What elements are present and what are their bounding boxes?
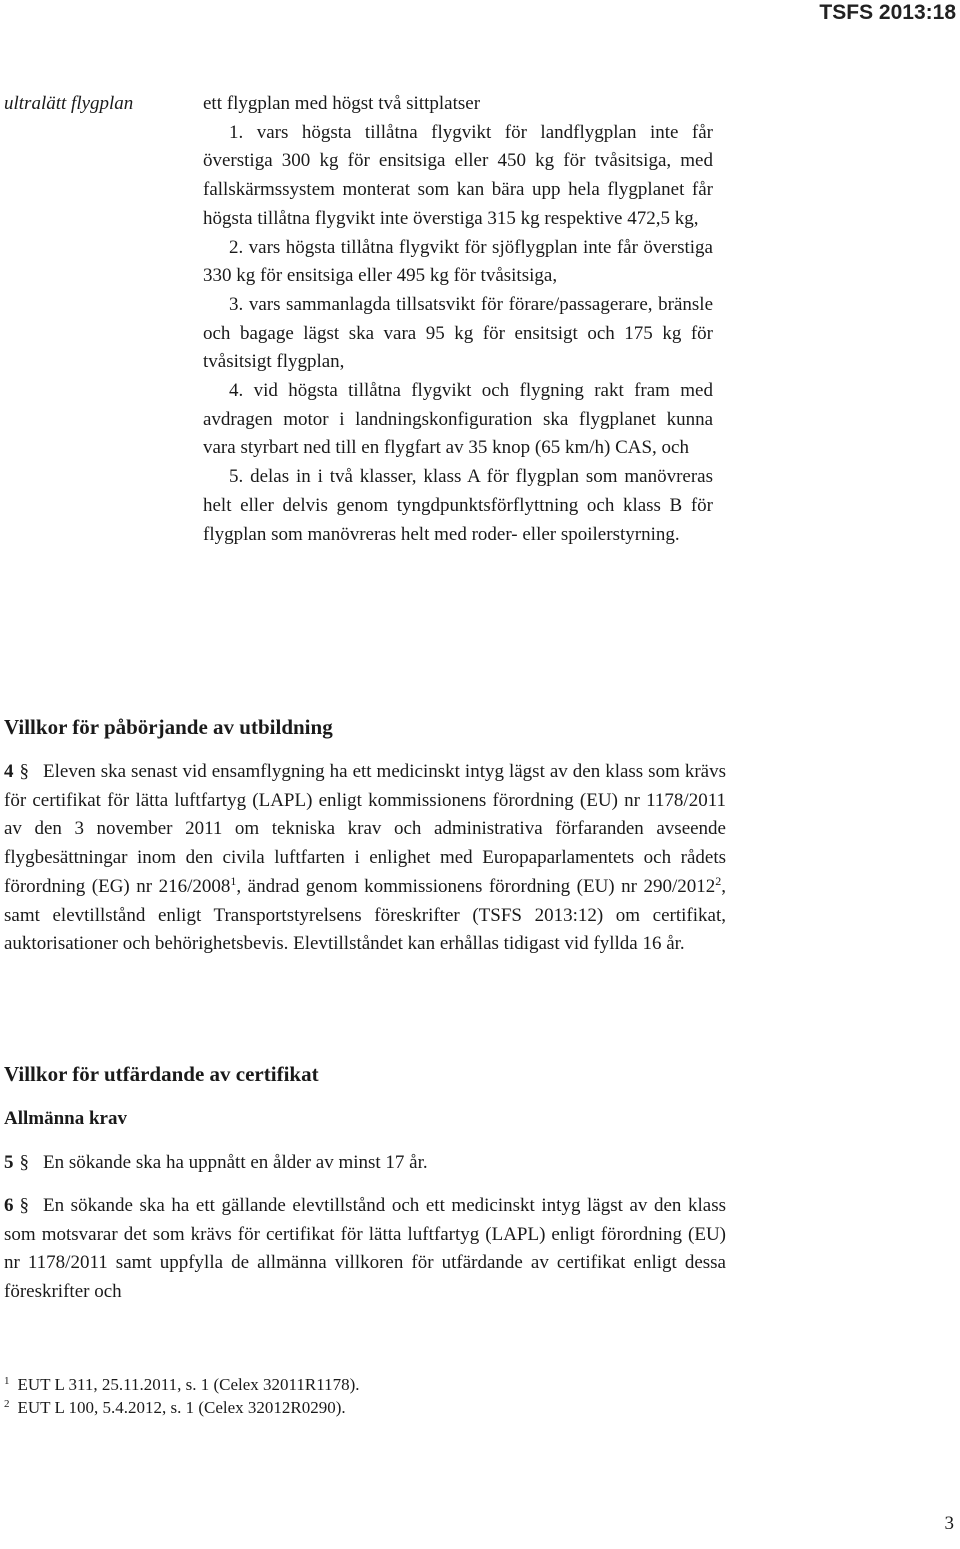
footnote-2	[4, 1396, 360, 1419]
footnote-text: EUT L 100, 5.4.2012, s. 1 (Celex 32012R0290).	[17, 1398, 346, 1417]
definition-intro: ett flygplan med högst två sittplatser	[203, 93, 481, 114]
footnotes	[4, 1373, 360, 1419]
paragraph-number: 5	[4, 1152, 14, 1173]
definition-item-3: 3. vars sammanlagda tillsatsvikt för förare/passagerare, bränsle och bagage lägst ska vara 95 kg för ensitsigt och 175 kg för tvåsitsigt flygplan,	[203, 293, 713, 373]
section-heading-certificate: Villkor för utfärdande av certifikat	[4, 1062, 319, 1086]
paragraph-5	[4, 1149, 726, 1178]
paragraph-number: 4	[4, 761, 14, 782]
paragraph-5-text: En sökande ska ha uppnått en ålder av minst 17 år.	[43, 1152, 428, 1173]
footnote-mark: 1	[4, 1375, 10, 1387]
section-symbol: §	[19, 761, 29, 782]
section-heading-training: Villkor för påbörjande av utbildning	[4, 715, 333, 739]
paragraph-6-text: En sökande ska ha ett gällande elevtillstånd och ett medicinskt intyg lägst av den klass som motsvarar det som krävs för certifikat för lätta luftfartyg (LAPL) enligt förordning (EU) nr 1178/2011 samt uppfylla de allmänna villkoren för utfärdande av certifikat enligt dessa föreskrifter och	[4, 1195, 726, 1303]
footnote-1	[4, 1373, 360, 1396]
footnote-ref-1[interactable]: 1	[230, 873, 237, 888]
paragraph-4-text-a: Eleven ska senast vid ensamflygning ha ett medicinskt intyg lägst av den klass som krävs för certifikat för lätta luftfartyg (LAPL) enligt kommissionens förordning (EU) nr 1178/2011 av den 3 november 2011 om tekniska krav och administrativa förfaranden avseende flygbesättningar inom den civila luftfarten i enlighet med Europaparlamentets och rådets förordning (EG) nr 216/2008	[4, 761, 726, 897]
footnote-ref-2[interactable]: 2	[715, 873, 722, 888]
paragraph-4-text-c: , samt elevtillstånd enligt Transportstyrelsens föreskrifter (TSFS 2013:12) om certifikat, auktorisationer och behörighetsbevis. Elevtillståndet kan erhållas tidigast vid fyllda 16 år.	[4, 875, 726, 955]
section-symbol: §	[19, 1195, 29, 1216]
document-id: TSFS 2013:18	[819, 1, 956, 24]
paragraph-4	[4, 758, 726, 959]
subheading-general-requirements: Allmänna krav	[4, 1108, 127, 1129]
definition-term: ultralätt flygplan	[4, 93, 134, 114]
definition-item-5: 5. delas in i två klasser, klass A för flygplan som manövreras helt eller delvis genom tyngdpunktsförflyttning och klass B för flygplan som manövreras helt med roder- eller spoilerstyrning.	[203, 466, 713, 545]
definition-item-1: 1. vars högsta tillåtna flygvikt för landflygplan inte får överstiga 300 kg för ensitsiga eller 450 kg för tvåsitsiga, med fallskärmssystem monterat som kan bära upp hela flygplanet får högsta tillåtna flygvikt inte överstiga 315 kg respektive 472,5 kg,	[203, 121, 713, 229]
section-symbol: §	[19, 1152, 29, 1173]
definition-body	[203, 90, 713, 549]
paragraph-6	[4, 1192, 726, 1307]
footnote-mark: 2	[4, 1398, 10, 1410]
definition-item-2: 2. vars högsta tillåtna flygvikt för sjöflygplan inte får överstiga 330 kg för ensitsiga eller 495 kg för tvåsitsiga,	[203, 236, 713, 287]
paragraph-number: 6	[4, 1195, 14, 1216]
page-number: 3	[944, 1513, 954, 1534]
footnote-text: EUT L 311, 25.11.2011, s. 1 (Celex 32011R1178).	[17, 1375, 360, 1394]
paragraph-4-text-b: , ändrad genom kommissionens förordning (EU) nr 290/2012	[236, 875, 716, 897]
definition-item-4: 4. vid högsta tillåtna flygvikt och flygning rakt fram med avdragen motor i landningskonfiguration ska flygplanet kunna vara styrbart ned till en flygfart av 35 knop (65 km/h) CAS, och	[203, 380, 713, 459]
